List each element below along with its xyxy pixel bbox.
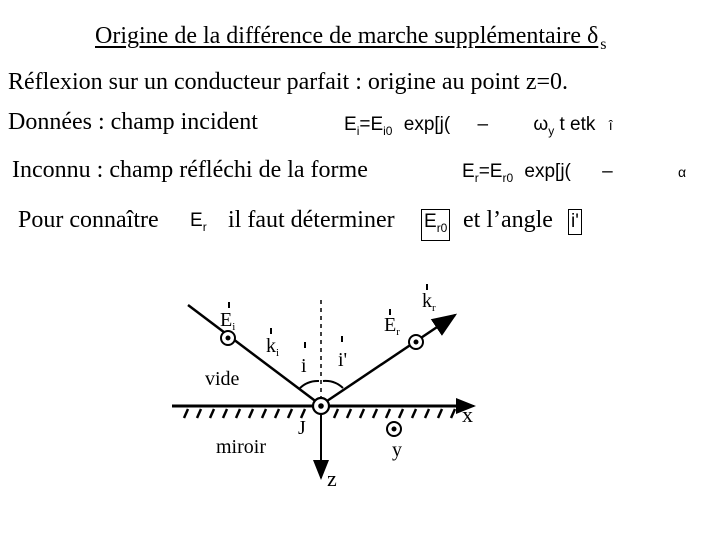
label-Er: $E_r$ [384,314,400,338]
label-y: y [392,439,402,461]
pour-part1: Pour connaître [18,207,159,233]
y-axis-out-of-plane-icon [387,422,401,436]
title-text: Origine de la différence de marche supplémentaire δ [95,23,599,49]
label-i: i [301,355,307,377]
pour-part3: et l’angle [463,207,553,233]
Er-out-of-plane-icon [409,335,423,349]
donnees-line: Données : champ incident [8,109,258,135]
Ei-out-of-plane-icon [221,331,235,345]
angle-i-arc [300,381,319,388]
angle-iprime-arc [323,381,343,388]
J-point-icon [313,398,329,414]
label-Ei: $E_i$ [220,309,236,333]
pour-box-Er0: $E_{r0}$ [421,209,450,241]
pour-box-iprime: i' [568,209,582,235]
label-vide: vide [205,368,240,390]
pour-part2: il faut déterminer [228,207,395,233]
label-ki: $k_i$ [266,335,280,359]
label-x: x [462,402,473,427]
label-kr: $k_r$ [422,290,436,314]
label-J: J [298,417,306,439]
inconnu-line: Inconnu : champ réfléchi de la forme [12,157,368,183]
label-z: z [327,466,337,491]
pour-symbol-Er: $E_r$ [190,210,207,234]
incident-equation: $E_i=E_{i0}$ $\exp[j( - \omega_y$ t etk î [344,114,613,138]
reflexion-line: Réflexion sur un conducteur parfait : origine au point z=0. [8,69,569,95]
label-iprime: i' [338,349,348,371]
label-miroir: miroir [216,436,266,458]
title-subscript: s [600,36,607,53]
reflected-equation: $E_r=E_{r0}$ exp[j( – α [462,161,687,185]
